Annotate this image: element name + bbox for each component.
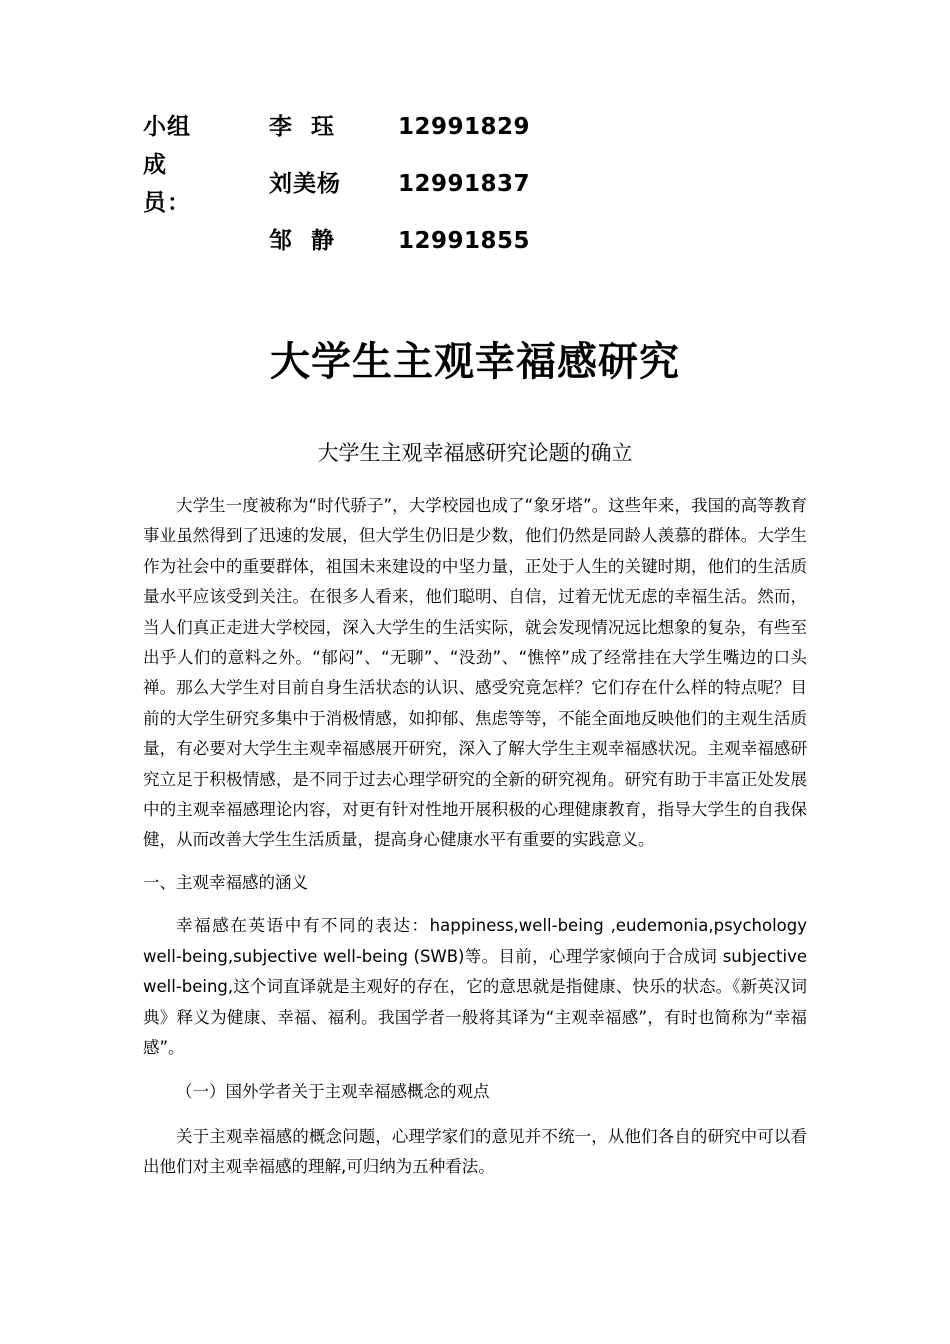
document-subtitle: 大学生主观幸福感研究论题的确立: [317, 441, 633, 465]
section-heading: 一、主观幸福感的涵义: [143, 872, 308, 892]
member-id: 12991829: [398, 114, 531, 140]
member-id: 12991855: [398, 228, 531, 254]
document-body: [143, 491, 807, 1183]
member-name: 刘美杨: [269, 171, 341, 197]
document-title: 大学生主观幸福感研究: [270, 339, 680, 385]
intro-paragraph: 大学生一度被称为“时代骄子”，大学校园也成了“象牙塔”。这些年来，我国的高等教育事业虽然得到了迅速的发展，但大学生仍旧是少数，他们仍然是同龄人羡慕的群体。大学生作为社会中的重要群体，祖国未来建设的中坚力量，正处于人生的关键时期，他们的生活质量水平应该受到关注。在很多人看来，他们聪明、自信，过着无忧无虑的幸福生活。然而，当人们真正走进大学校园，深入大学生的生活实际，就会发现情况远比想象的复杂，有些至出乎人们的意料之外。“郁闷”、“无聊”、“没劲”、“憔悴”成了经常挂在大学生嘴边的口头禅。那么大学生对目前自身生活状态的认识、感受究竟怎样？它们存在什么样的特点呢？目前的大学生研究多集中于消极情感，如抑郁、焦虑等等，不能全面地反映他们的主观生活质量，有必要对大学生主观幸福感展开研究，深入了解大学生主观幸福感状况。主观幸福感研究立足于积极情感，是不同于过去心理学研究的全新的研究视角。研究有助于丰富正处发展中的主观幸福感理论内容，对更有针对性地开展积极的心理健康教育，指导大学生的自我保健，从而改善大学生生活质量，提高身心健康水平有重要的实践意义。: [143, 496, 807, 850]
section-paragraph: 幸福感在英语中有不同的表达：happiness,well-being ,eudemonia,psychology well-being,subjective well-being (SWB)等。目前，心理学家倾向于合成词 subjective well-being,这个词直译就是主观好的存在，它的意思就是指健康、快乐的状态。《新英汉词典》释义为健康、幸福、福利。我国学者一般将其译为“主观幸福感”，有时也简称为“幸福感”。: [143, 916, 807, 1057]
member-name: 李 珏: [269, 114, 336, 140]
subsection-paragraph: 关于主观幸福感的概念问题，心理学家们的意见并不统一，从他们各自的研究中可以看出他们对主观幸福感的理解,可归纳为五种看法。: [143, 1126, 807, 1177]
subsection-heading: （一）国外学者关于主观幸福感概念的观点: [176, 1082, 490, 1102]
member-id: 12991837: [398, 171, 531, 197]
members-label: 小组成员：: [143, 114, 191, 216]
member-name: 邹 静: [269, 228, 336, 254]
